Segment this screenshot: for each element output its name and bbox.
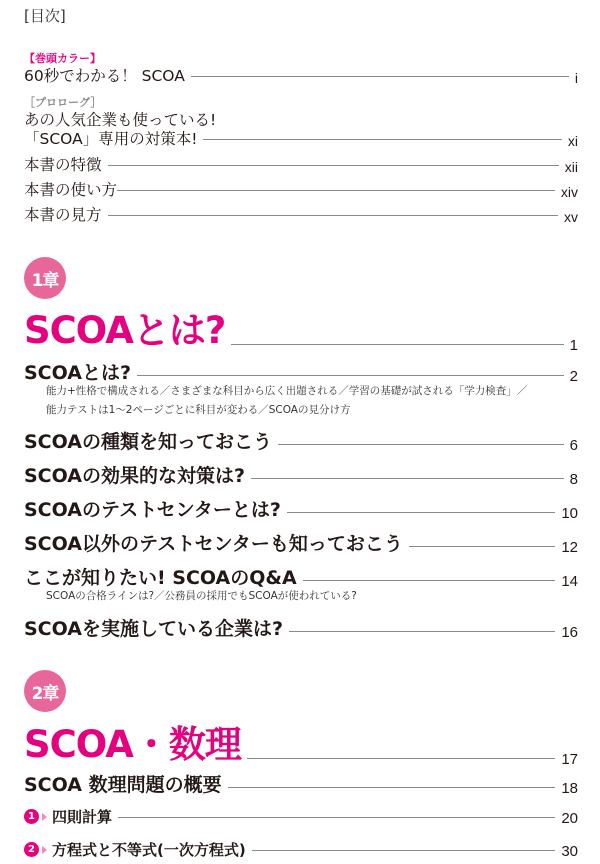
leader-line bbox=[247, 758, 555, 759]
entry-label: SCOAのテストセンターとは? bbox=[24, 499, 281, 521]
triangle-arrow-icon bbox=[42, 846, 47, 854]
entry-page: 8 bbox=[569, 471, 578, 488]
chapter1-badge: 1章 bbox=[24, 257, 66, 299]
entry-text: 方程式と不等式(一次方程式) bbox=[52, 841, 246, 859]
chapter2-title-entry[interactable] bbox=[24, 714, 578, 768]
leader-line bbox=[118, 817, 555, 818]
entry-label: 本書の特徴 bbox=[24, 156, 102, 174]
section-subtopics bbox=[46, 382, 527, 420]
leader-line bbox=[289, 631, 555, 632]
entry-page: 20 bbox=[561, 810, 578, 827]
entry-page: 1 bbox=[569, 337, 578, 354]
leader-line bbox=[108, 165, 559, 166]
entry-label: ここが知りたい! SCOAのQ&A bbox=[24, 567, 297, 589]
entry-label bbox=[24, 839, 246, 860]
entry-page: xiv bbox=[560, 184, 578, 200]
toc-entry-prologue[interactable] bbox=[24, 127, 578, 149]
entry-label: SCOA 数理問題の概要 bbox=[24, 774, 222, 796]
chapter-title: SCOA・数理 bbox=[24, 723, 241, 766]
entry-page: i bbox=[574, 70, 578, 86]
entry-page: 12 bbox=[561, 539, 578, 556]
toc-entry-section[interactable] bbox=[24, 495, 578, 522]
entry-label: 本書の使い方 bbox=[24, 181, 118, 199]
leader-line bbox=[228, 787, 556, 788]
subtopic-line: SCOAの合格ラインは?／公務員の採用でもSCOAが使われている? bbox=[46, 590, 357, 602]
color-kicker: 【巻頭カラー】 bbox=[24, 52, 101, 65]
entry-label: SCOA以外のテストセンターも知っておこう bbox=[24, 533, 403, 555]
entry-page: xi bbox=[567, 133, 578, 149]
entry-label: SCOAを実施している企業は? bbox=[24, 618, 283, 640]
leader-line bbox=[117, 190, 555, 191]
toc-entry-section[interactable] bbox=[24, 563, 578, 590]
toc-entry-section[interactable] bbox=[24, 358, 578, 385]
toc-entry-section[interactable] bbox=[24, 614, 578, 641]
leader-line bbox=[203, 139, 561, 140]
entry-label: SCOAの効果的な対策は? bbox=[24, 465, 245, 487]
leader-line bbox=[252, 850, 556, 851]
leader-line bbox=[191, 76, 569, 77]
leader-line bbox=[231, 344, 563, 345]
entry-label: 60秒でわかる！ SCOA bbox=[24, 67, 185, 85]
toc-entry-features[interactable] bbox=[24, 153, 578, 175]
entry-page: 18 bbox=[561, 780, 578, 797]
entry-page: 17 bbox=[561, 751, 578, 768]
chapter2-badge: 2章 bbox=[24, 670, 66, 712]
leader-line bbox=[278, 444, 564, 445]
toc-entry-color[interactable] bbox=[24, 64, 578, 86]
leader-line bbox=[108, 215, 558, 216]
number-circle-icon: 1 bbox=[24, 809, 39, 824]
toc-entry-section[interactable] bbox=[24, 427, 578, 454]
subtopic-line: 能力テストは1～2ページごとに科目が変わる／SCOAの見分け方 bbox=[46, 404, 351, 416]
entry-page: 14 bbox=[561, 573, 578, 590]
toc-entry-numbered[interactable] bbox=[24, 806, 578, 827]
toc-entry-howto-read[interactable] bbox=[24, 203, 578, 225]
leader-line bbox=[303, 580, 556, 581]
toc-entry-section[interactable] bbox=[24, 529, 578, 556]
triangle-arrow-icon bbox=[42, 813, 47, 821]
leader-line bbox=[251, 478, 564, 479]
leader-line bbox=[287, 512, 555, 513]
entry-page: xv bbox=[564, 209, 578, 225]
entry-label: SCOAの種類を知っておこう bbox=[24, 431, 272, 453]
entry-label bbox=[24, 806, 112, 827]
entry-label: 「SCOA」専用の対策本! bbox=[24, 130, 198, 148]
toc-entry-section[interactable] bbox=[24, 461, 578, 488]
subtopic-line: 能力+性格で構成される／さまざまな科目から広く出題される／学習の基礎が試される「学力検査」／ bbox=[46, 385, 528, 397]
chapter1-title-entry[interactable] bbox=[24, 300, 578, 354]
toc-entry-numbered[interactable] bbox=[24, 839, 578, 860]
leader-line bbox=[409, 546, 555, 547]
entry-page: 6 bbox=[569, 437, 578, 454]
entry-label: 本書の見方 bbox=[24, 206, 102, 224]
entry-page: 16 bbox=[561, 624, 578, 641]
toc-entry-overview[interactable] bbox=[24, 770, 578, 797]
prologue-line1: あの人気企業も使っている! bbox=[24, 111, 217, 129]
entry-label: SCOAとは? bbox=[24, 362, 131, 384]
entry-page: xii bbox=[564, 159, 578, 175]
toc-title: [目次] bbox=[24, 7, 66, 25]
section-subtopics bbox=[46, 587, 357, 606]
entry-page: 10 bbox=[561, 505, 578, 522]
prologue-kicker: ［プロローグ］ bbox=[24, 96, 102, 109]
entry-page: 30 bbox=[561, 843, 578, 860]
chapter-title: SCOAとは? bbox=[24, 309, 226, 352]
entry-page: 2 bbox=[569, 368, 578, 385]
leader-line bbox=[137, 375, 564, 376]
number-circle-icon: 2 bbox=[24, 842, 39, 857]
entry-text: 四則計算 bbox=[52, 808, 113, 826]
toc-entry-howto-use[interactable] bbox=[24, 178, 578, 200]
